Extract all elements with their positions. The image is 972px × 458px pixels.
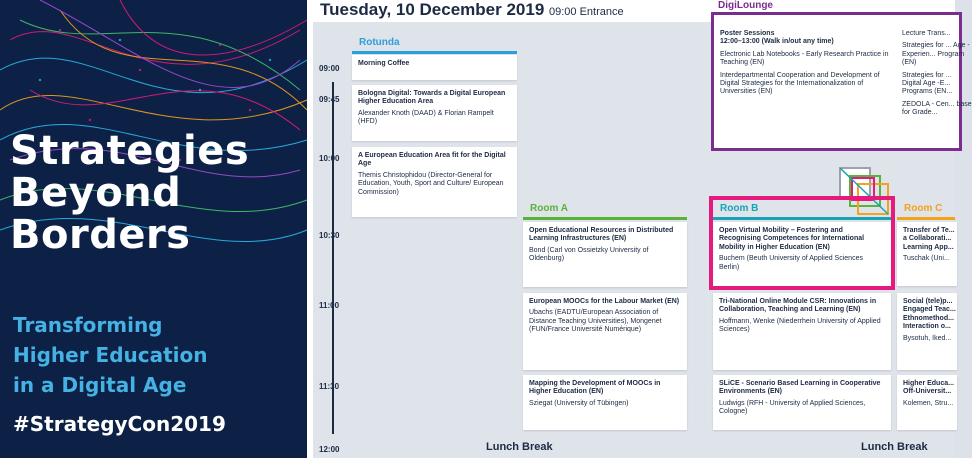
- session-title: European MOOCs for the Labour Market (EN): [529, 298, 680, 305]
- session-mapping-moocs[interactable]: [523, 375, 687, 430]
- lecture-item[interactable]: ZEDOLA - Cen... base for Grade...: [902, 100, 972, 117]
- session-transfer[interactable]: [897, 222, 957, 286]
- session-tri-national-csr[interactable]: [713, 293, 891, 370]
- session-speaker: Alexander Knoth (DAAD) & Florian Rampelt (HFD): [358, 109, 494, 126]
- session-title: Open Educational Resources in Distributed Learning Infrastructures (EN): [529, 227, 674, 243]
- session-title: Transfer of Te... a Collaborati... Learning App...: [903, 227, 955, 251]
- session-title: Higher Educa... Off-Universit...: [903, 380, 954, 396]
- conference-banner: [0, 0, 307, 458]
- schedule-panel: [313, 0, 972, 458]
- hashtag: #StrategyCon2019: [13, 412, 226, 436]
- session-title: Social (tele)p... Engaged Teac... Ethnomethod... Interaction o...: [903, 298, 956, 331]
- session-speaker: Kolemen, Stru...: [903, 399, 954, 407]
- session-oer[interactable]: [523, 222, 687, 287]
- session-title: Tri-National Online Module CSR: Innovations in Collaboration, Teaching and Learning (EN): [719, 298, 877, 314]
- session-morning-coffee[interactable]: [352, 55, 517, 80]
- time-0900: 09:00: [319, 64, 340, 73]
- session-speaker: Buchem (Beuth University of Applied Sciences Berlin): [719, 255, 863, 271]
- room-b-label: Room B: [720, 203, 759, 214]
- room-rotunda-label: Rotunda: [359, 37, 400, 48]
- title-line-3: Borders: [10, 212, 191, 258]
- time-1000: 10:00: [319, 154, 340, 163]
- time-1130: 11:30: [319, 382, 340, 391]
- poster-item[interactable]: Interdepartmental Cooperation and Development of Digital Strategies for the Internationalization of Universities (EN): [720, 71, 880, 96]
- session-speaker: Ubachs (EADTU/European Association of Distance Teaching Universities), Mongenet (FUN/France Université Numérique): [529, 309, 662, 334]
- subtitle-line-2: Higher Education: [13, 343, 208, 367]
- session-title: Bologna Digital: Towards a Digital European Higher Education Area: [358, 90, 506, 106]
- session-title: Morning Coffee: [358, 60, 410, 67]
- highlight-frame: [709, 196, 895, 290]
- session-speaker: Hoffmann, Wenke (Niederrhein University of Applied Sciences): [719, 317, 881, 334]
- session-title: A European Education Area fit for the Digital Age: [358, 152, 506, 168]
- time-0945: 09:45: [319, 95, 340, 104]
- digilounge-panel: [711, 12, 972, 151]
- session-speaker: Tuschak (Uni...: [903, 255, 950, 263]
- session-speaker: Themis Christophidou (Director-General for Education, Youth, Sport and Culture/ European Commission): [358, 171, 504, 196]
- lecture-item[interactable]: Strategies for ... Age - Experien... Program (EN): [902, 42, 970, 67]
- lecture-heading: Lecture Trans...: [902, 30, 951, 37]
- session-speaker: Bond (Carl von Ossietzky University of Oldenburg): [529, 246, 649, 263]
- session-slice[interactable]: [713, 375, 891, 430]
- lecture-transfer: [902, 30, 972, 118]
- room-c-label: Room C: [904, 203, 943, 214]
- session-social-telepresence[interactable]: [897, 293, 957, 370]
- lecture-item[interactable]: Strategies for ... Digital Age -E... Programs (EN...: [902, 71, 953, 96]
- session-title: SLiCE - Scenario Based Learning in Cooperative Environments (EN): [719, 380, 881, 396]
- time-1100: 11:00: [319, 301, 340, 310]
- room-a-label: Room A: [530, 203, 568, 214]
- session-higher-education-off-university[interactable]: [897, 375, 957, 430]
- lunch-break-left: Lunch Break: [486, 441, 553, 453]
- session-european-moocs[interactable]: [523, 293, 687, 370]
- session-title: Mapping the Development of MOOCs in Higher Education (EN): [529, 380, 661, 396]
- digilounge-label: DigiLounge: [718, 0, 773, 11]
- session-european-education-area[interactable]: [352, 147, 517, 217]
- poster-sessions: [720, 30, 890, 97]
- session-speaker: Ludwigs (RFH - University of Applied Sciences, Cologne): [719, 399, 866, 416]
- session-speaker: Sziegat (University of Tübingen): [529, 399, 629, 407]
- session-title: Open Virtual Mobility – Fostering and Recognising Competences for International Mobility in Higher Education (EN): [719, 227, 865, 251]
- poster-time: 12:00–13:00 (Walk in/out any time): [720, 38, 834, 46]
- room-c-bar: [897, 217, 955, 220]
- title-line-2: Beyond: [10, 170, 182, 216]
- session-bologna-digital[interactable]: [352, 85, 517, 141]
- room-a-bar: [523, 217, 687, 220]
- lunch-break-right: Lunch Break: [861, 441, 928, 453]
- title-line-1: Strategies: [10, 128, 250, 174]
- time-1030: 10:30: [319, 231, 340, 240]
- room-rotunda-bar: [352, 51, 517, 54]
- schedule-date: Tuesday, 10 December 2019 09:00 Entrance: [320, 0, 624, 19]
- entrance-time: 09:00 Entrance: [549, 6, 624, 18]
- poster-item[interactable]: Electronic Lab Notebooks - Early Research Practice in Teaching (EN): [720, 50, 889, 67]
- poster-title: Poster Sessions: [720, 30, 775, 37]
- subtitle-line-1: Transforming: [13, 313, 163, 337]
- time-1200: 12:00: [319, 445, 340, 454]
- session-speaker: Bysotuh, Iked...: [903, 334, 952, 342]
- subtitle-line-3: in a Digital Age: [13, 373, 187, 397]
